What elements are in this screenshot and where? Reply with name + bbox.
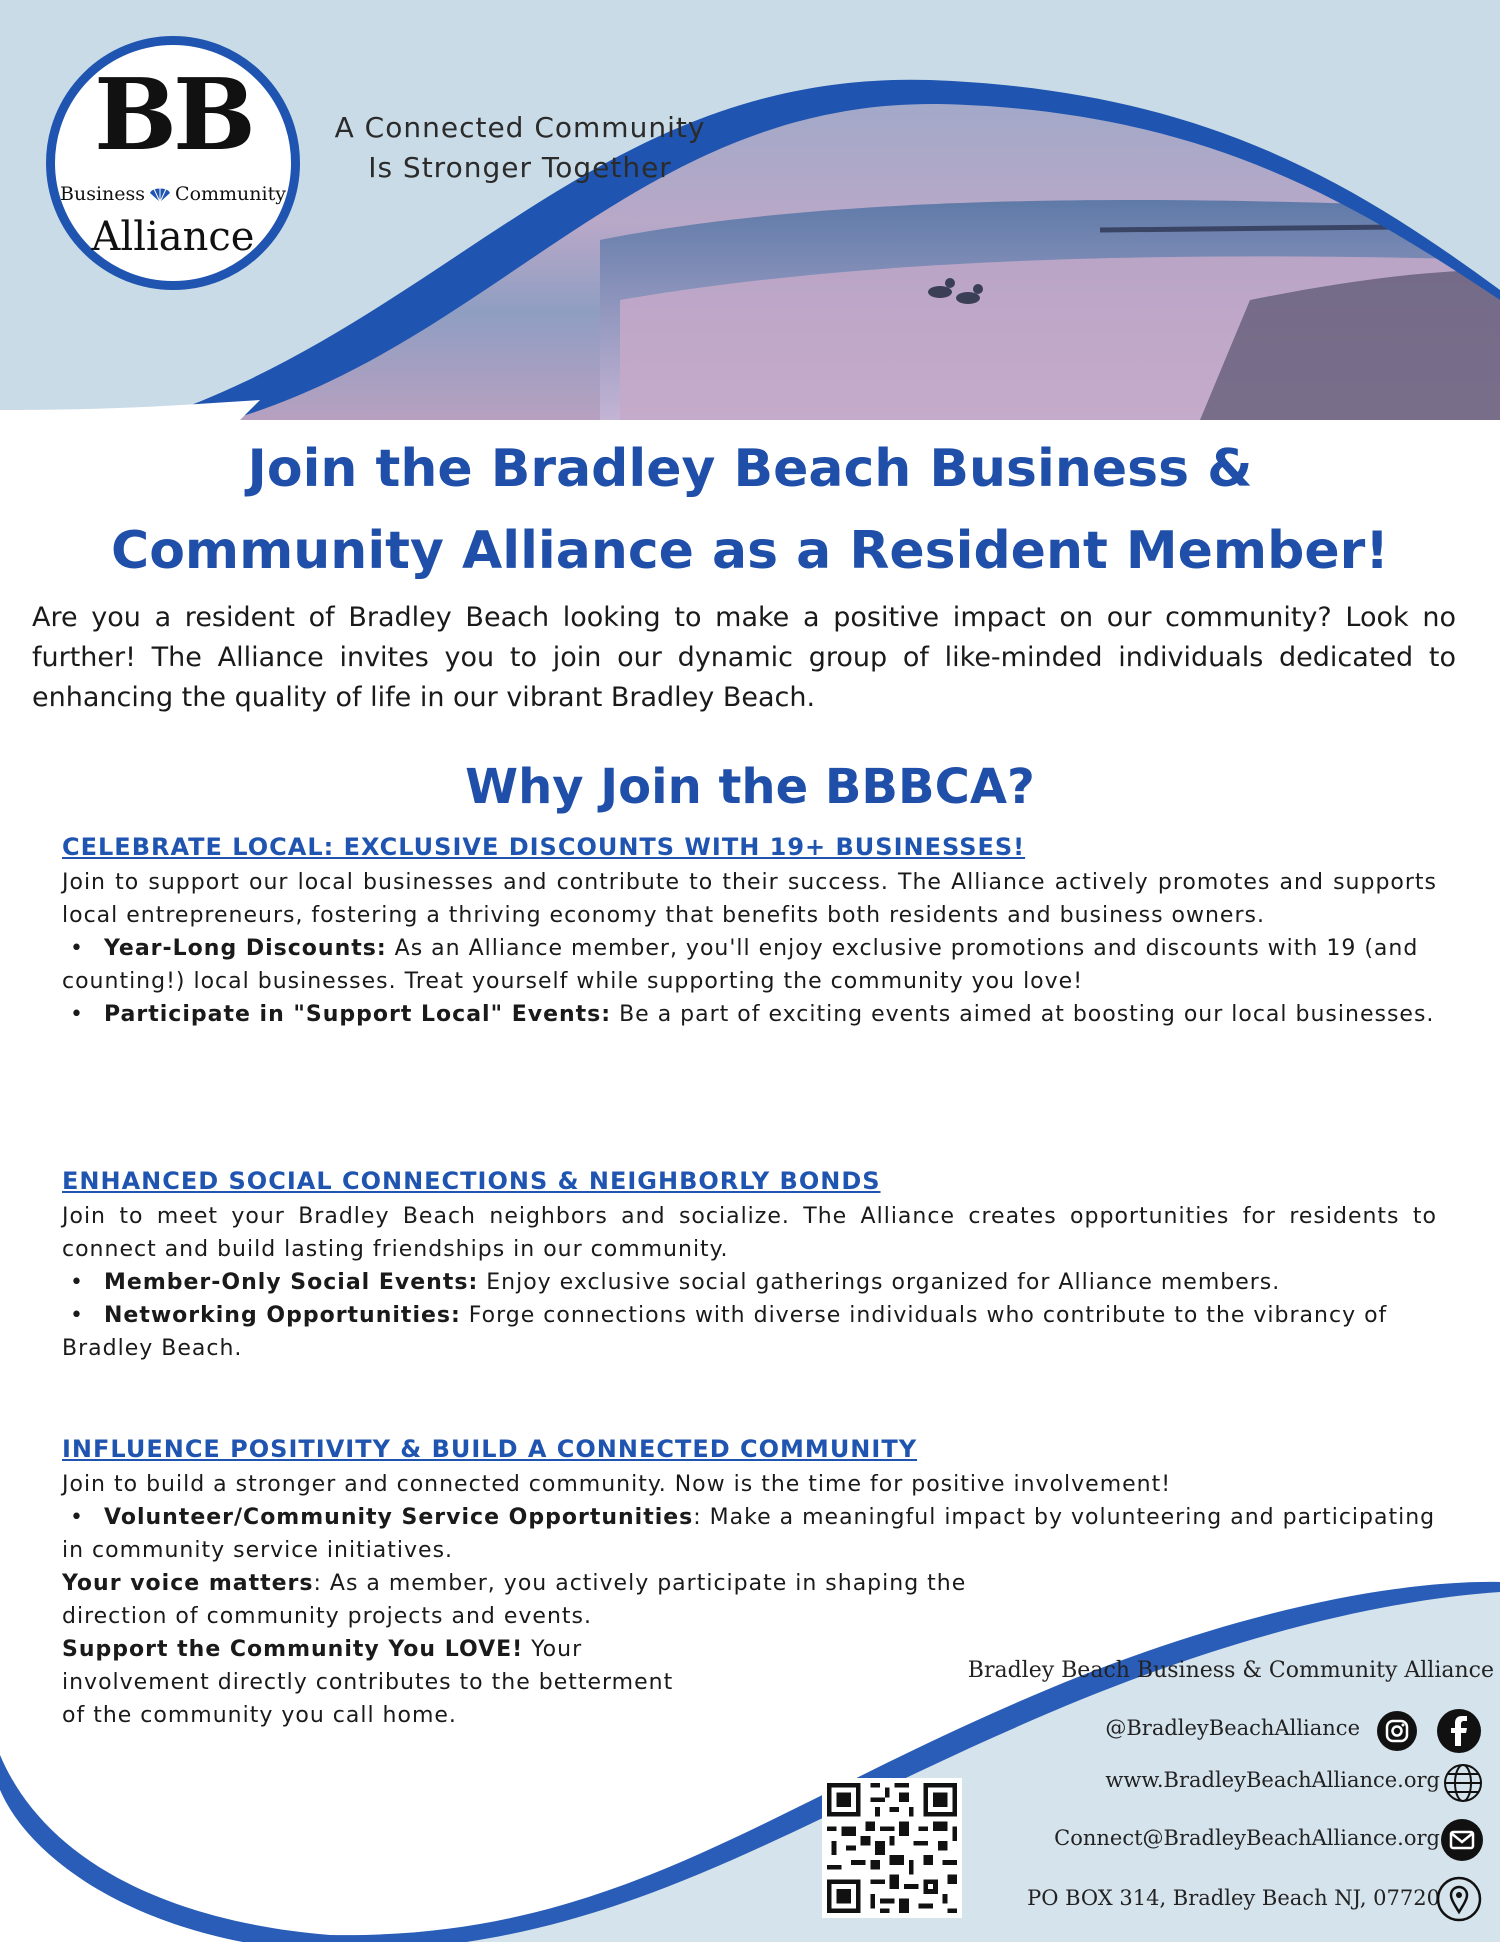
bullet-item: • Volunteer/Community Service Opportunities: Make a meaningful impact by volunteering and participating in community service initiatives.: [62, 1505, 1436, 1563]
intro-paragraph: Are you a resident of Bradley Beach looking to make a positive impact on our community? Look no further! The Alliance invites you to join our dynamic group of like-minded individuals dedicated to enhancing the quality of life in our vibrant Bradley Beach.: [32, 602, 1456, 713]
bullet-text: : As a member, you actively participate in shaping the direction of community projects and events.: [62, 1571, 967, 1629]
footer-org-name: Bradley Beach Business & Community Alliance: [967, 1658, 1494, 1683]
bullet-label: Volunteer/Community Service Opportunities: [104, 1505, 694, 1530]
bullet-label: Year-Long Discounts:: [104, 936, 387, 961]
instagram-icon[interactable]: [1376, 1710, 1418, 1752]
bullet-label: Networking Opportunities:: [104, 1303, 461, 1328]
bullet-item: • Networking Opportunities: Forge connections with diverse individuals who contribute to the vibrancy of Bradley Beach.: [62, 1303, 1388, 1361]
logo-letters: BB: [94, 58, 252, 173]
social-handle[interactable]: @BradleyBeachAlliance: [1105, 1716, 1360, 1740]
bullet-item: • Member-Only Social Events: Enjoy exclusive social gatherings organized for Alliance members.: [70, 1270, 1281, 1295]
section-heading: ENHANCED SOCIAL CONNECTIONS & NEIGHBORLY BONDS: [62, 1167, 881, 1195]
bullet-text: Enjoy exclusive social gatherings organized for Alliance members.: [478, 1270, 1281, 1295]
title-line-1: Join the Bradley Beach Business &: [247, 439, 1253, 499]
bullet-text: As an Alliance member, you'll enjoy exclusive promotions and discounts with 19 (and counting!) local businesses. Treat yourself while supporting the community you love!: [62, 936, 1419, 994]
shell-icon: [149, 185, 171, 203]
why-join-heading: Why Join the BBBCA?: [465, 759, 1035, 815]
section-celebrate-local: [62, 830, 1437, 1031]
bullet-text: Your involvement directly contributes to the betterment of the community you call home.: [62, 1637, 674, 1728]
section-intro: Join to build a stronger and connected community. Now is the time for positive involvement!: [62, 1472, 1172, 1497]
bullet-label: Your voice matters: [62, 1571, 314, 1596]
tagline: [300, 108, 740, 188]
bullet-text: Forge connections with diverse individuals who contribute to the vibrancy of Bradley Beach.: [62, 1303, 1388, 1361]
bullet-text: : Make a meaningful impact by volunteering and participating in community service initiatives.: [62, 1505, 1436, 1563]
bullet-item: • Participate in "Support Local" Events: Be a part of exciting events aimed at boosting our local businesses.: [70, 1002, 1435, 1027]
logo-subline: [55, 183, 291, 205]
page-title: [20, 428, 1480, 592]
bullet-label: Member-Only Social Events:: [104, 1270, 479, 1295]
bbbca-logo: [46, 36, 300, 290]
section-social-connections: [62, 1164, 1437, 1365]
logo-left-word: Business: [60, 183, 146, 205]
website-link[interactable]: www.BradleyBeachAlliance.org: [1105, 1768, 1440, 1792]
section-heading: INFLUENCE POSITIVITY & BUILD A CONNECTED COMMUNITY: [62, 1435, 918, 1463]
bullet-item: [62, 1567, 1012, 1633]
bullet-text: Be a part of exciting events aimed at boosting our local businesses.: [611, 1002, 1435, 1027]
bullet-item: • Year-Long Discounts: As an Alliance member, you'll enjoy exclusive promotions and discounts with 19 (and counting!) local businesses. Treat yourself while supporting the community you love!: [62, 936, 1419, 994]
section-intro: Join to meet your Bradley Beach neighbors and socialize. The Alliance creates opportunities for residents to connect and build lasting friendships in our community.: [62, 1204, 1437, 1262]
section-heading: CELEBRATE LOCAL: EXCLUSIVE DISCOUNTS WITH 19+ BUSINESSES!: [62, 833, 1026, 861]
section-influence-positivity: [62, 1432, 1437, 1732]
mailing-address: PO BOX 314, Bradley Beach NJ, 07720: [1027, 1886, 1440, 1910]
logo-bottom-word: Alliance: [91, 214, 255, 260]
mail-icon[interactable]: [1440, 1818, 1484, 1862]
bullet-label: Participate in "Support Local" Events:: [104, 1002, 612, 1027]
bullet-label: Support the Community You LOVE!: [62, 1637, 524, 1662]
title-line-2: Community Alliance as a Resident Member!: [111, 521, 1389, 581]
facebook-icon[interactable]: [1436, 1708, 1482, 1754]
section-intro: Join to support our local businesses and contribute to their success. The Alliance actively promotes and supports local entrepreneurs, fostering a thriving economy that benefits both residents and business owners.: [62, 870, 1437, 928]
globe-icon: [1442, 1762, 1484, 1804]
tagline-line-1: A Connected Community: [334, 111, 706, 144]
qr-code[interactable]: [822, 1778, 962, 1918]
bullet-item: [62, 1633, 682, 1732]
tagline-line-2: Is Stronger Together: [368, 151, 672, 184]
location-pin-icon: [1436, 1876, 1482, 1922]
email-link[interactable]: Connect@BradleyBeachAlliance.org: [1054, 1826, 1440, 1850]
logo-right-word: Community: [175, 183, 286, 205]
